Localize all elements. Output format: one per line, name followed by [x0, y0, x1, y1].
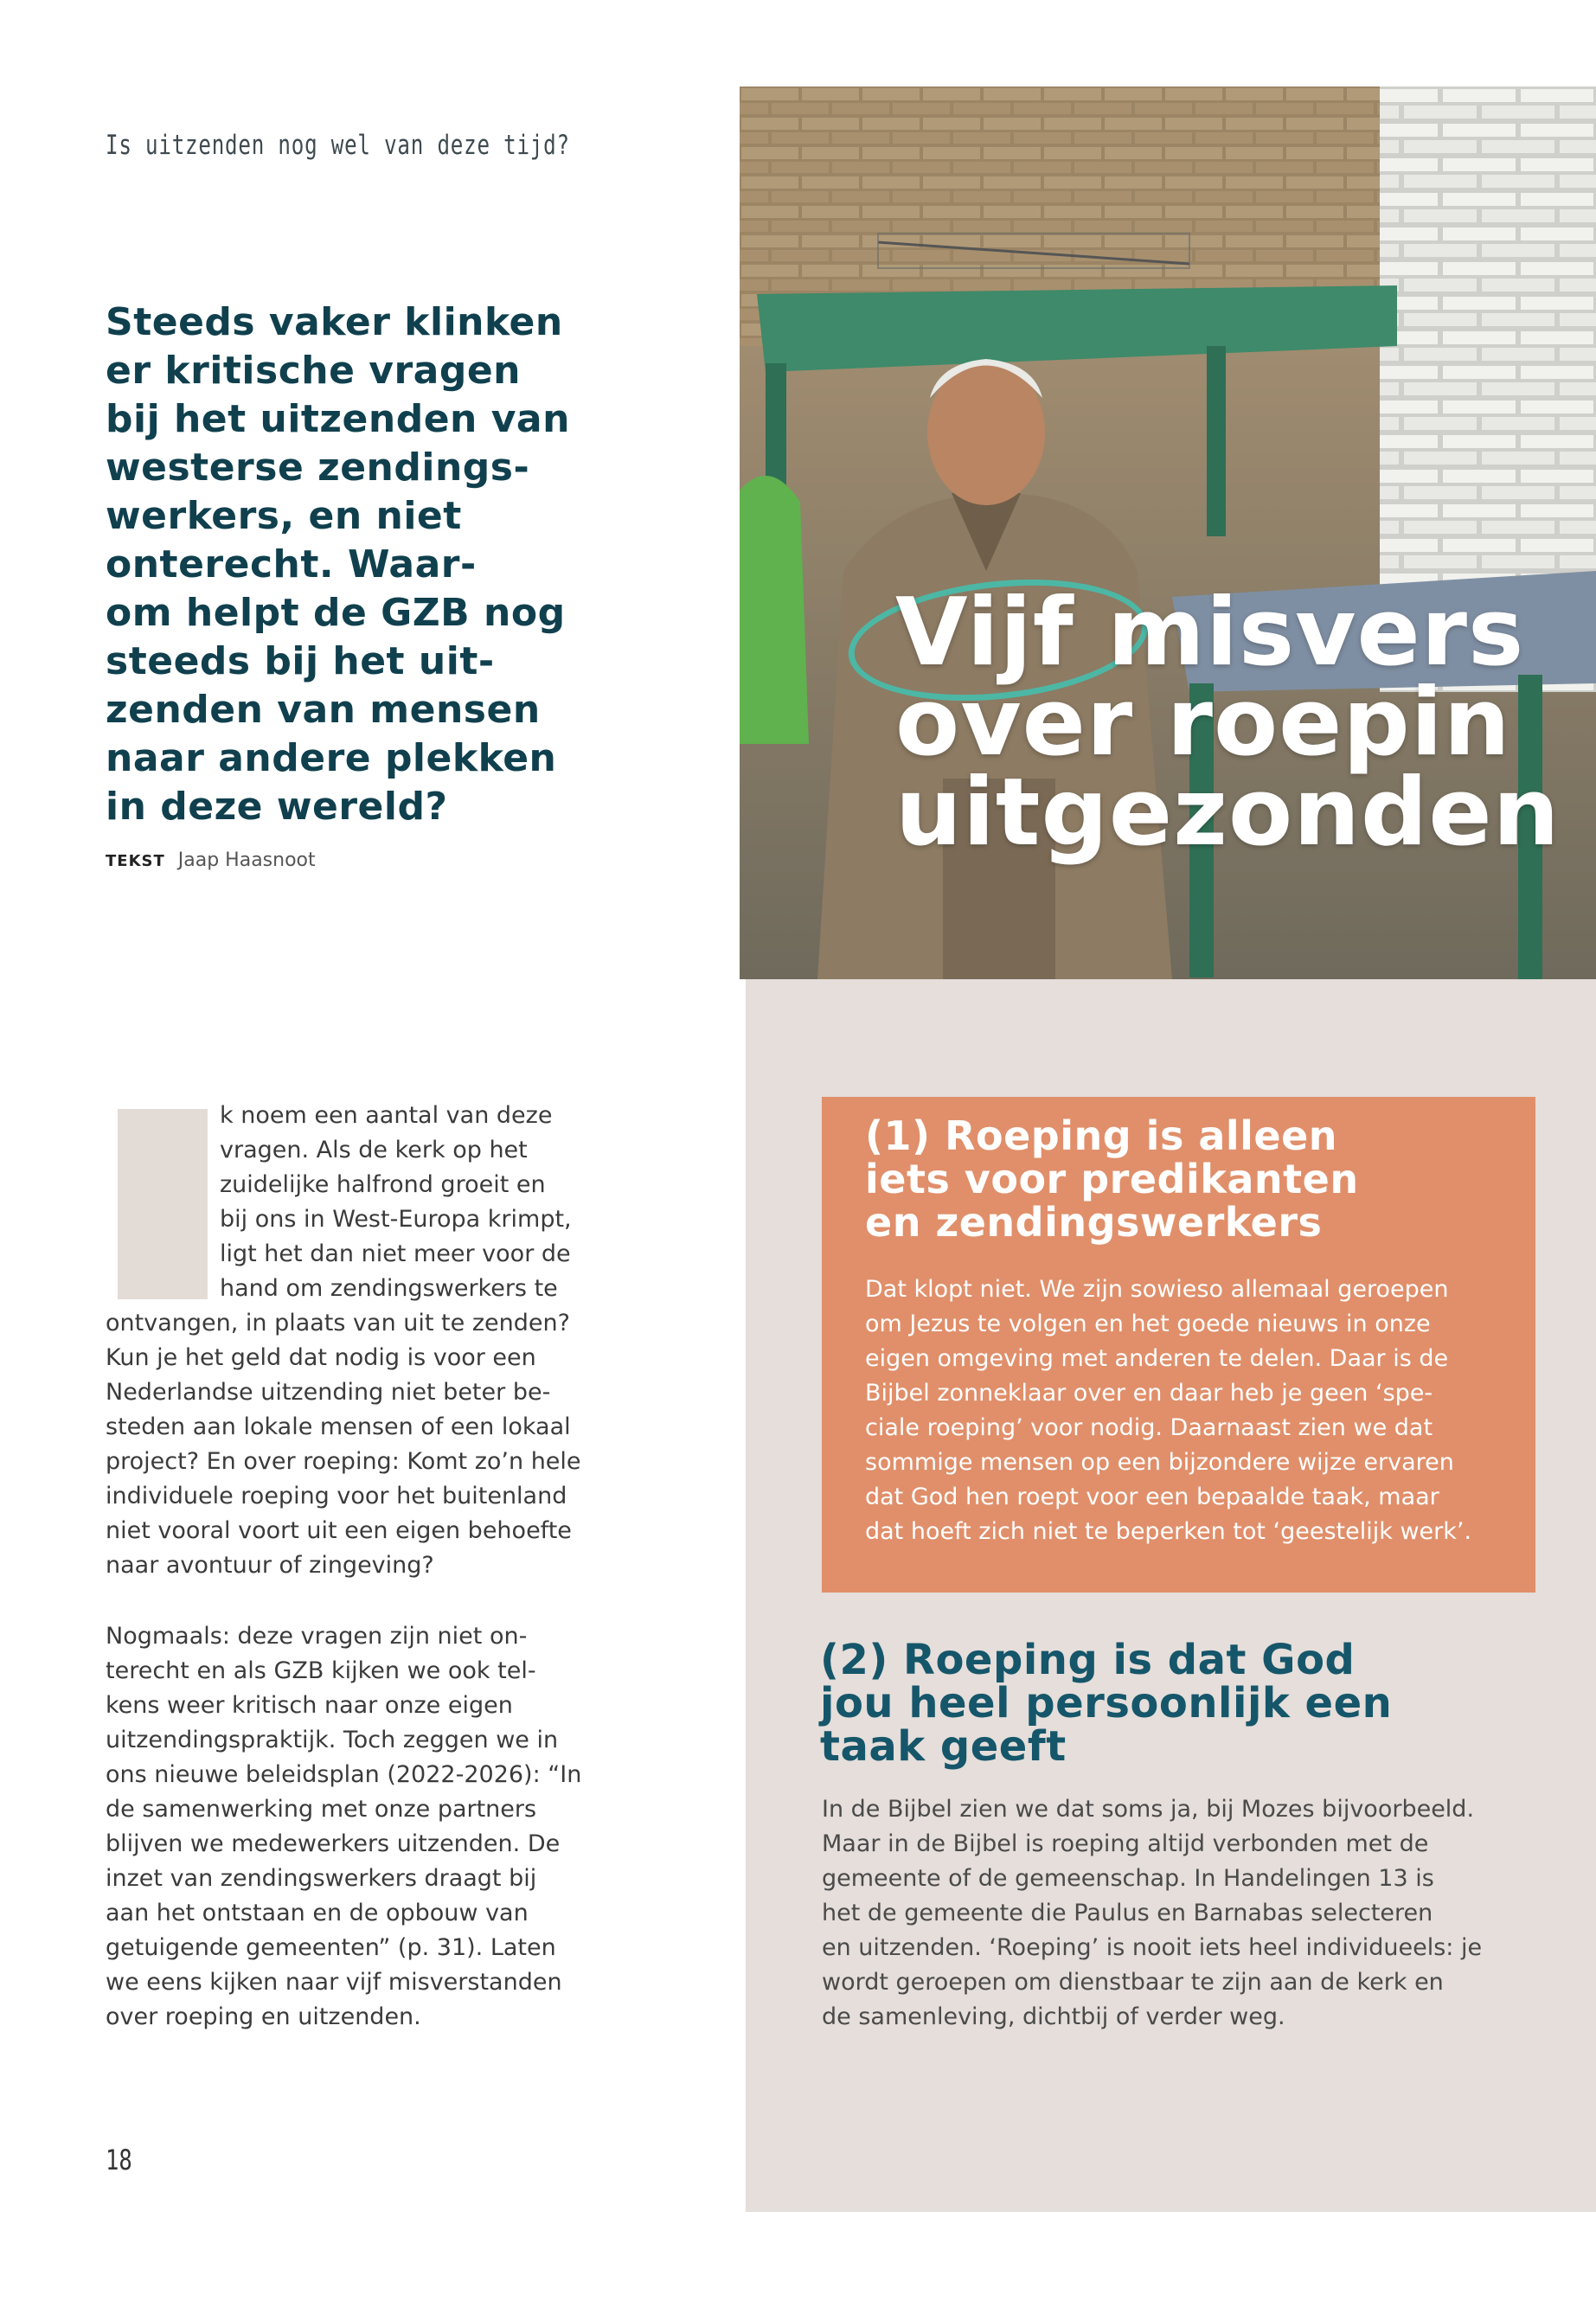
- headline-line: over roepin: [895, 669, 1511, 777]
- body-line: uitzendingspraktijk. Toch zeggen we in: [106, 1727, 559, 1753]
- text-line: sommige mensen op een bijzondere wijze ervaren: [865, 1449, 1454, 1476]
- misconception-2-text: [822, 1792, 1566, 2035]
- text-line: en uitzenden. ‘Roeping’ is nooit iets heel individueels: je: [822, 1934, 1483, 1961]
- intro-lead: [106, 298, 633, 831]
- heading-line: en zendingswerkers: [865, 1199, 1323, 1246]
- credit-author: Jaap Haasnoot: [177, 849, 316, 871]
- body-line: kens weer kritisch naar onze eigen: [106, 1692, 513, 1719]
- heading-line: iets voor predikanten: [865, 1156, 1359, 1202]
- body-line: project? En over roeping: Komt zo’n hele: [106, 1448, 581, 1475]
- intro-line: bij het uitzenden van: [106, 397, 570, 441]
- intro-line: Steeds vaker klinken: [106, 300, 563, 344]
- heading-line: (2) Roeping is dat God: [820, 1636, 1356, 1684]
- body-line: de samenwerking met onze partners: [106, 1796, 537, 1823]
- intro-line: steeds bij het uit-: [106, 639, 495, 683]
- body-line: k noem een aantal van deze: [220, 1102, 553, 1129]
- body-line: Nogmaals: deze vragen zijn niet on-: [106, 1623, 528, 1650]
- body-line: hand om zendingswerkers te: [220, 1275, 558, 1302]
- body-paragraph-2: [106, 1619, 625, 2035]
- headline-line: uitgezonden: [895, 759, 1561, 867]
- intro-line: in deze wereld?: [106, 785, 448, 829]
- body-line: getuigende gemeenten” (p. 31). Laten: [106, 1934, 556, 1961]
- body-line: ontvangen, in plaats van uit te zenden?: [106, 1310, 570, 1336]
- text-line: Maar in de Bijbel is roeping altijd verbonden met de: [822, 1830, 1429, 1857]
- body-line: naar avontuur of zingeving?: [106, 1552, 434, 1579]
- misconception-2-heading: [820, 1636, 1564, 1771]
- body-line: vragen. Als de kerk op het: [220, 1137, 528, 1163]
- body-line: zuidelijke halfrond groeit en: [220, 1171, 546, 1198]
- body-line: we eens kijken naar vijf misverstanden: [106, 1969, 562, 1996]
- text-line: wordt geroepen om dienstbaar te zijn aan de kerk en: [822, 1969, 1444, 1996]
- page-number: 18: [106, 2144, 132, 2176]
- text-line: Bijbel zonneklaar over en daar heb je geen ‘spe-: [865, 1380, 1433, 1407]
- body-line: individuele roeping voor het buitenland: [106, 1483, 567, 1509]
- misconception-1-text: [865, 1272, 1522, 1549]
- body-line: aan het ontstaan en de opbouw van: [106, 1900, 529, 1926]
- body-line: steden aan lokale mensen of een lokaal: [106, 1413, 571, 1440]
- text-line: Dat klopt niet. We zijn sowieso allemaal geroepen: [865, 1276, 1449, 1303]
- body-line: bij ons in West-Europa krimpt,: [220, 1206, 572, 1233]
- heading-line: taak geeft: [820, 1722, 1067, 1771]
- misconception-1-box: [822, 1097, 1535, 1593]
- body-line: blijven we medewerkers uitzenden. De: [106, 1830, 561, 1857]
- heading-line: (1) Roeping is alleen: [865, 1112, 1338, 1159]
- body-line: over roeping en uitzenden.: [106, 2003, 421, 2030]
- body-line: Kun je het geld dat nodig is voor een: [106, 1344, 536, 1371]
- text-line: om Jezus te volgen en het goede nieuws in onze: [865, 1311, 1431, 1337]
- author-credit: [106, 849, 316, 871]
- text-line: In de Bijbel zien we dat soms ja, bij Mozes bijvoorbeeld.: [822, 1796, 1475, 1823]
- credit-label: TEKST: [106, 852, 165, 870]
- intro-line: onterecht. Waar-: [106, 542, 477, 586]
- text-line: de samenleving, dichtbij of verder weg.: [822, 2003, 1285, 2030]
- body-paragraph-1: [106, 1099, 625, 1583]
- headline-line: Vijf misvers: [895, 579, 1525, 687]
- text-line: dat hoeft zich niet te beperken tot ‘geestelijk werk’.: [865, 1518, 1472, 1545]
- text-line: het de gemeente die Paulus en Barnabas selecteren: [822, 1900, 1433, 1926]
- intro-line: er kritische vragen: [106, 349, 522, 393]
- intro-line: westerse zendings-: [106, 445, 530, 490]
- text-line: ciale roeping’ voor nodig. Daarnaast zien we dat: [865, 1414, 1433, 1441]
- text-line: dat God hen roept voor een bepaalde taak, maar: [865, 1484, 1439, 1510]
- text-line: eigen omgeving met anderen te delen. Daar is de: [865, 1345, 1449, 1372]
- body-line: ligt het dan niet meer voor de: [220, 1240, 571, 1267]
- intro-line: naar andere plekken: [106, 736, 557, 780]
- text-line: gemeente of de gemeenschap. In Handelingen 13 is: [822, 1865, 1434, 1892]
- heading-line: jou heel persoonlijk een: [820, 1679, 1393, 1727]
- headline: [895, 579, 1596, 867]
- body-line: terecht en als GZB kijken we ook tel-: [106, 1657, 536, 1684]
- misconception-1-heading: [865, 1114, 1522, 1244]
- body-line: ons nieuwe beleidsplan (2022-2026): “In: [106, 1761, 582, 1788]
- intro-line: zenden van mensen: [106, 688, 541, 732]
- kicker: Is uitzenden nog wel van deze tijd?: [106, 130, 570, 161]
- intro-line: werkers, en niet: [106, 494, 462, 538]
- body-line: Nederlandse uitzending niet beter be-: [106, 1379, 551, 1406]
- body-line: inzet van zendingswerkers draagt bij: [106, 1865, 537, 1892]
- intro-line: om helpt de GZB nog: [106, 591, 566, 635]
- body-line: niet vooral voort uit een eigen behoefte: [106, 1517, 572, 1544]
